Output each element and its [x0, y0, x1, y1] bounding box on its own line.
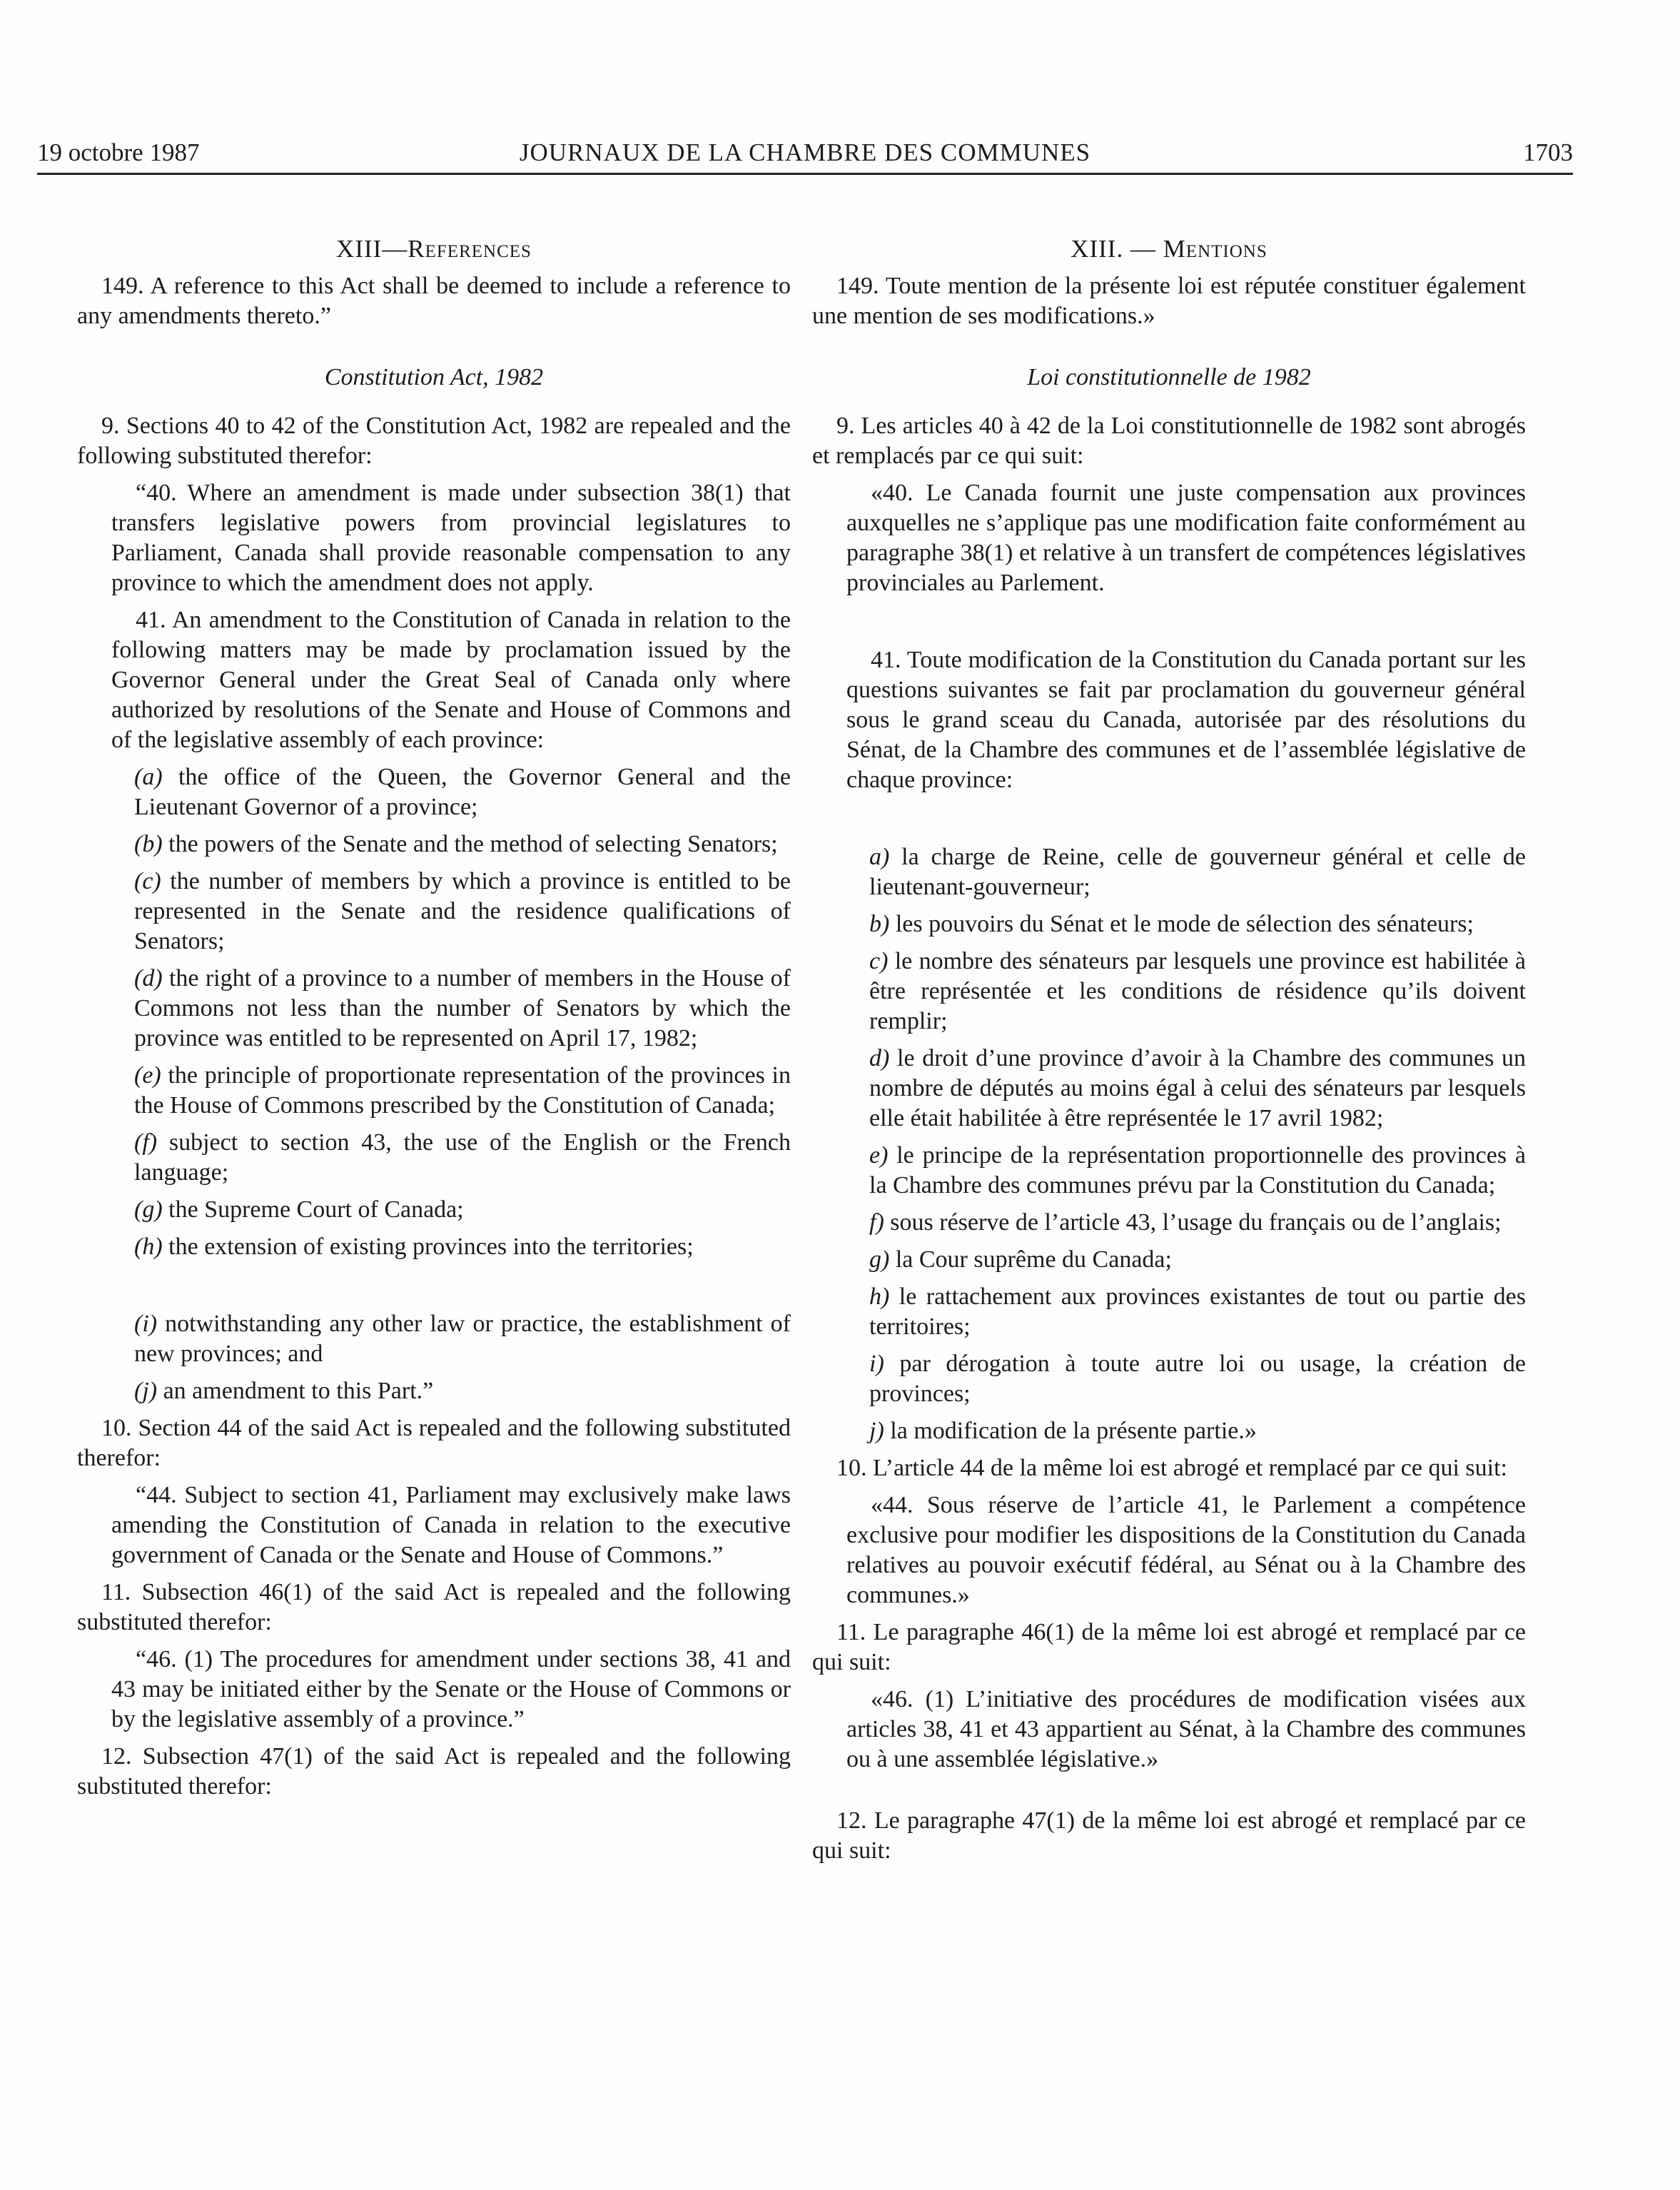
quote-41-fr: 41. Toute modification de la Constitution du Canada portant sur les questions suivantes se fait par proclamation du gouverneur général sous le grand sceau du Canada, autorisée par des résolutions du Sénat, de la Chambre des communes et de l’assemblée législative de chaque province: [846, 647, 1526, 793]
quote-41-en: 41. An amendment to the Constitution of Canada in relation to the following matters may be made by proclamation issued by the Governor General under the Great Seal of Canada only where authorized by resolutions of the Senate and House of Commons and of the legislative assembly of each province: [111, 607, 791, 753]
list-item: b) les pouvoirs du Sénat et le mode de sélection des sénateurs; [869, 911, 1474, 937]
list-item: h) le rattachement aux provinces existantes de tout ou partie des territoires; [869, 1283, 1526, 1340]
quote-40-fr: «40. Le Canada fournit une juste compensation aux provinces auxquelles ne s’applique pas une modification faite conformément au paragraphe 38(1) et relative à un transfert de compétences législatives provinciales au Parlement. [846, 480, 1526, 596]
list-item: (h) the extension of existing provinces into the territories; [134, 1233, 694, 1260]
list-item: (d) the right of a province to a number of members in the House of Commons not less than the number of Senators by which the province was entitled to be represented on April 17, 1982; [134, 965, 791, 1051]
list-item: (b) the powers of the Senate and the method of selecting Senators; [134, 831, 778, 857]
list-item: (i) notwithstanding any other law or practice, the establishment of new provinces; and [134, 1311, 791, 1367]
quote-46-en: “46. (1) The procedures for amendment under sections 38, 41 and 43 may be initiated either by the Senate or the House of Commons or by the legislative assembly of a province.” [111, 1646, 791, 1732]
section-heading-en: XIII—References [336, 235, 532, 263]
list-item: i) par dérogation à toute autre loi ou usage, la création de provinces; [869, 1351, 1526, 1407]
list-item: (a) the office of the Queen, the Governor General and the Lieutenant Governor of a province; [134, 764, 791, 820]
list-item: g) la Cour suprême du Canada; [869, 1246, 1172, 1273]
section-9-fr: 9. Les articles 40 à 42 de la Loi constitutionnelle de 1982 sont abrogés et remplacés par ce qui suit: [812, 413, 1526, 469]
section-9-en: 9. Sections 40 to 42 of the Constitution Act, 1982 are repealed and the following substituted therefor: [77, 413, 791, 469]
list-item: (g) the Supreme Court of Canada; [134, 1196, 464, 1223]
act-heading-en: Constitution Act, 1982 [324, 364, 544, 390]
section-heading-fr: XIII. — Mentions [1071, 235, 1267, 263]
page-number: 1703 [1523, 138, 1573, 166]
act-heading-fr: Loi constitutionnelle de 1982 [1027, 364, 1311, 390]
list-item: a) la charge de Reine, celle de gouverneur général et celle de lieutenant-gouverneur; [869, 844, 1526, 900]
section-10-en: 10. Section 44 of the said Act is repealed and the following substituted therefor: [77, 1415, 791, 1471]
list-item: e) le principe de la représentation proportionnelle des provinces à la Chambre des communes prévu par la Constitution du Canada; [869, 1142, 1526, 1199]
header-date: 19 octobre 1987 [37, 138, 200, 166]
section-12-en: 12. Subsection 47(1) of the said Act is repealed and the following substituted therefor: [77, 1743, 791, 1800]
section-11-en: 11. Subsection 46(1) of the said Act is repealed and the following substituted therefor: [77, 1579, 791, 1635]
quote-44-en: “44. Subject to section 41, Parliament may exclusively make laws amending the Constitution of Canada in relation to the executive government of Canada or the Senate and House of Commons.” [111, 1482, 791, 1568]
list-item: (c) the number of members by which a province is entitled to be represented in the Senate and the residence qualifications of Senators; [134, 868, 791, 954]
running-header [37, 128, 1573, 175]
list-item: (f) subject to section 43, the use of the English or the French language; [134, 1129, 791, 1186]
list-item: c) le nombre des sénateurs par lesquels une province est habilitée à être représentée et les conditions de résidence qu’ils doivent remplir; [869, 948, 1526, 1034]
list-item: (e) the principle of proportionate representation of the provinces in the House of Commons prescribed by the Constitution of Canada; [134, 1062, 791, 1119]
section-12-fr: 12. Le paragraphe 47(1) de la même loi est abrogé et remplacé par ce qui suit: [812, 1807, 1526, 1864]
list-item: (j) an amendment to this Part.” [134, 1378, 434, 1404]
french-column [812, 234, 1526, 1866]
list-item: j) la modification de la présente partie.» [869, 1418, 1257, 1444]
quote-44-fr: «44. Sous réserve de l’article 41, le Parlement a compétence exclusive pour modifier les dispositions de la Constitution du Canada relatives au pouvoir exécutif fédéral, au Sénat ou à la Chambre des communes.» [846, 1492, 1526, 1608]
quote-40-en: “40. Where an amendment is made under subsection 38(1) that transfers legislative powers from provincial legislatures to Parliament, Canada shall provide reasonable compensation to any province to which the amendment does not apply. [111, 480, 791, 596]
section-11-fr: 11. Le paragraphe 46(1) de la même loi est abrogé et remplacé par ce qui suit: [812, 1619, 1526, 1675]
list-item: d) le droit d’une province d’avoir à la Chambre des communes un nombre de députés au moins égal à celui des sénateurs par lesquels elle était habilitée à être représentée le 17 avril 1982; [869, 1045, 1526, 1131]
header-title: JOURNAUX DE LA CHAMBRE DES COMMUNES [519, 138, 1091, 166]
section-149-fr: 149. Toute mention de la présente loi est réputée constituer également une mention de ses modifications.» [812, 273, 1526, 329]
section-10-fr: 10. L’article 44 de la même loi est abrogé et remplacé par ce qui suit: [836, 1455, 1507, 1481]
section-149-en: 149. A reference to this Act shall be deemed to include a reference to any amendments thereto.” [77, 273, 791, 329]
list-item: f) sous réserve de l’article 43, l’usage du français ou de l’anglais; [869, 1209, 1502, 1236]
quote-46-fr: «46. (1) L’initiative des procédures de modification visées aux articles 38, 41 et 43 appartient au Sénat, à la Chambre des communes ou à une assemblée législative.» [846, 1686, 1526, 1772]
english-column [77, 234, 791, 1802]
